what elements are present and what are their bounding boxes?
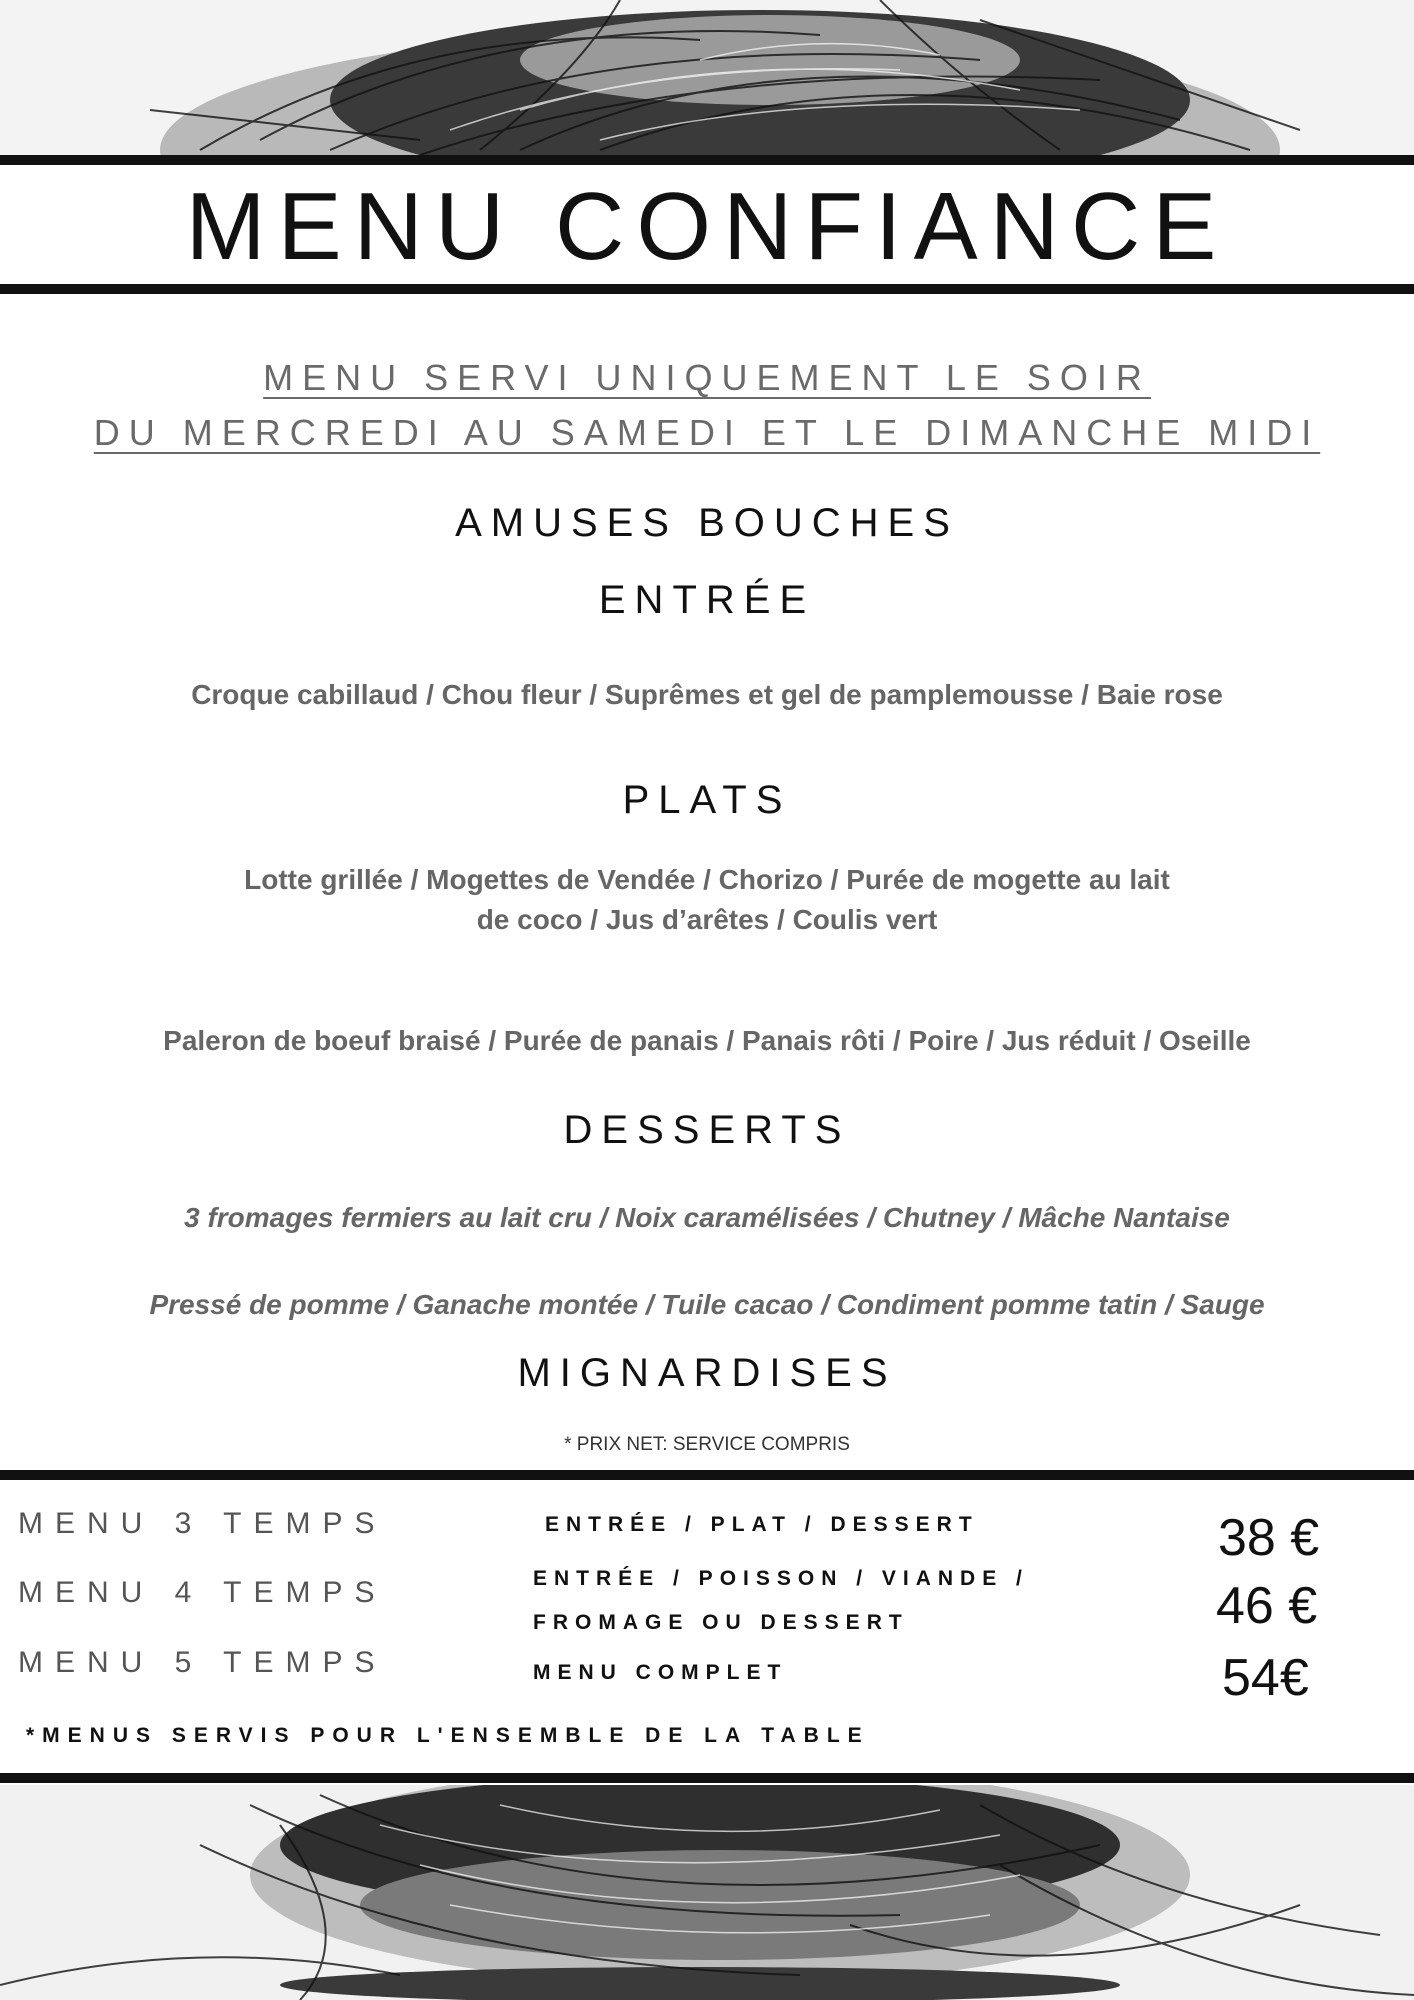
- nest-illustration-bottom: [0, 1785, 1414, 2000]
- dish-entree: Croque cabillaud / Chou fleur / Suprêmes et gel de pamplemousse / Baie rose: [191, 679, 1223, 710]
- table-footnote: *MENUS SERVIS POUR L'ENSEMBLE DE LA TABLE: [26, 1724, 870, 1747]
- service-notice-line-1: MENU SERVI UNIQUEMENT LE SOIR: [263, 357, 1151, 398]
- menu-4-temps-label: MENU 4 TEMPS: [18, 1576, 387, 1609]
- dish-dessert-2: Pressé de pomme / Ganache montée / Tuile cacao / Condiment pomme tatin / Sauge: [149, 1289, 1265, 1320]
- menu-4-temps-price: 46 €: [1216, 1577, 1318, 1635]
- section-mignardises: MIGNARDISES: [517, 1351, 897, 1395]
- menu-4-temps-desc-line-1: ENTRÉE / POISSON / VIANDE /: [533, 1567, 1029, 1590]
- menu-5-temps-price: 54€: [1222, 1649, 1309, 1707]
- title-top-rule: [0, 155, 1414, 165]
- page-title: MENU CONFIANCE: [185, 173, 1229, 280]
- menu-3-temps-price: 38 €: [1218, 1509, 1320, 1567]
- price-box-top-rule: [0, 1470, 1414, 1480]
- menu-5-temps-desc: MENU COMPLET: [533, 1661, 788, 1684]
- title-bottom-rule: [0, 284, 1414, 294]
- dish-plat-1-line-1: Lotte grillée / Mogettes de Vendée / Chorizo / Purée de mogette au lait: [244, 864, 1170, 895]
- dish-plat-2: Paleron de boeuf braisé / Purée de panais / Panais rôti / Poire / Jus réduit / Oseille: [163, 1025, 1251, 1056]
- prix-net-note: * PRIX NET: SERVICE COMPRIS: [564, 1434, 850, 1455]
- nest-illustration-top: [0, 0, 1414, 155]
- menu-4-temps-desc-line-2: FROMAGE OU DESSERT: [533, 1611, 909, 1634]
- nest-sketch-icon: [0, 1785, 1414, 2000]
- section-entree: ENTRÉE: [598, 578, 816, 622]
- price-box-bottom-rule: [0, 1773, 1414, 1783]
- nest-sketch-icon: [0, 0, 1414, 155]
- menu-5-temps-label: MENU 5 TEMPS: [18, 1646, 387, 1679]
- dish-dessert-1: 3 fromages fermiers au lait cru / Noix caramélisées / Chutney / Mâche Nantaise: [184, 1202, 1230, 1233]
- menu-3-temps-label: MENU 3 TEMPS: [18, 1507, 387, 1540]
- section-plats: PLATS: [622, 778, 792, 822]
- service-notice-line-2: DU MERCREDI AU SAMEDI ET LE DIMANCHE MIDI: [93, 412, 1321, 453]
- section-desserts: DESSERTS: [563, 1108, 851, 1152]
- dish-plat-1-line-2: de coco / Jus d’arêtes / Coulis vert: [476, 904, 938, 935]
- menu-3-temps-desc: ENTRÉE / PLAT / DESSERT: [545, 1513, 979, 1536]
- section-amuses-bouches: AMUSES BOUCHES: [455, 501, 959, 545]
